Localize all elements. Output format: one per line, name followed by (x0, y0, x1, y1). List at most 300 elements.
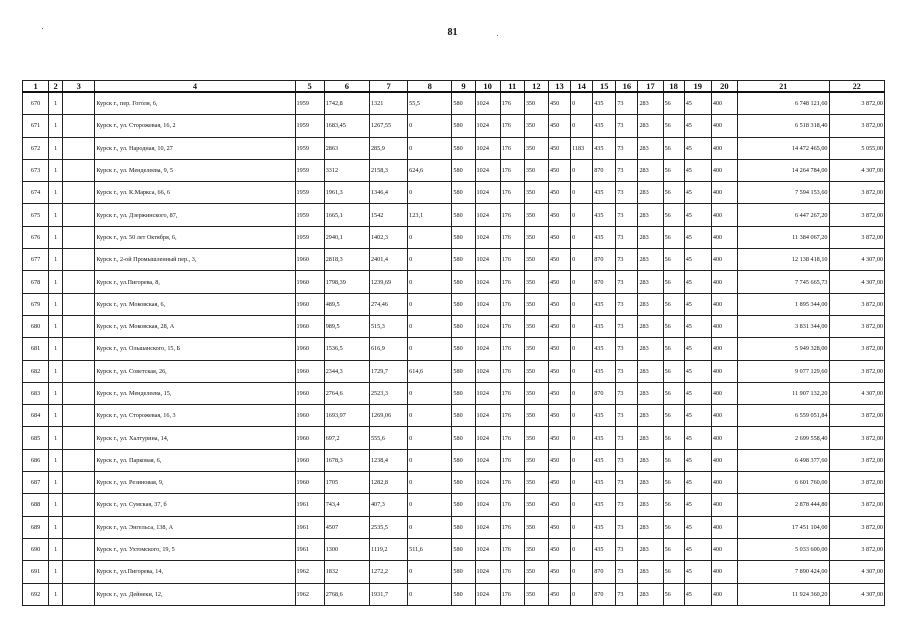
table-cell: 176 (500, 115, 524, 137)
table-cell: 624,6 (408, 159, 452, 181)
table-cell: 73 (616, 538, 638, 560)
table-cell: 400 (711, 427, 737, 449)
table-cell: 1 (49, 182, 63, 204)
table-cell: 400 (711, 360, 737, 382)
table-cell: 450 (548, 472, 570, 494)
table-cell: 350 (524, 204, 548, 226)
table-cell: 1960 (295, 449, 324, 471)
column-header: 11 (500, 81, 524, 93)
table-cell: 681 (23, 338, 49, 360)
table-cell: 1024 (475, 516, 500, 538)
address-cell: Курск г., 2-ой Промышленный пер., 3, (95, 249, 295, 271)
table-cell: 1960 (295, 382, 324, 404)
table-cell: 56 (663, 538, 684, 560)
table-cell: 1119,2 (369, 538, 407, 560)
table-cell: 11 924 360,20 (737, 583, 829, 605)
table-cell: 435 (593, 494, 616, 516)
table-cell: 0 (571, 92, 593, 115)
column-header: 21 (737, 81, 829, 93)
table-cell: 673 (23, 159, 49, 181)
table-cell: 1961,3 (324, 182, 369, 204)
table-cell: 580 (452, 561, 475, 583)
table-cell: 350 (524, 538, 548, 560)
table-cell: 4 307,00 (829, 561, 885, 583)
table-cell: 73 (616, 382, 638, 404)
table-cell: 1 895 344,00 (737, 293, 829, 315)
table-cell: 1960 (295, 293, 324, 315)
table-cell: 14 264 784,00 (737, 159, 829, 181)
column-header: 10 (475, 81, 500, 93)
table-cell: 450 (548, 405, 570, 427)
table-cell: 0 (408, 494, 452, 516)
table-cell: 73 (616, 271, 638, 293)
table-cell: 1 (49, 115, 63, 137)
table-cell: 0 (408, 249, 452, 271)
table-cell: 5 949 328,00 (737, 338, 829, 360)
table-cell: 0 (408, 405, 452, 427)
table-cell: 73 (616, 249, 638, 271)
table-cell: 45 (684, 226, 711, 248)
table-cell: 1 (49, 405, 63, 427)
address-cell: Курск г., ул. Сторожевая, 16, 3 (95, 405, 295, 427)
table-cell: 176 (500, 159, 524, 181)
table-cell: 45 (684, 115, 711, 137)
table-cell: 56 (663, 427, 684, 449)
table-cell: 176 (500, 382, 524, 404)
table-cell (63, 360, 95, 382)
table-cell: 580 (452, 204, 475, 226)
table-cell: 56 (663, 249, 684, 271)
table-cell: 45 (684, 538, 711, 560)
table-cell (63, 226, 95, 248)
address-cell: Курск г., ул. Ольшанского, 15, Б (95, 338, 295, 360)
table-cell: 1 (49, 427, 63, 449)
table-cell: 435 (593, 92, 616, 115)
table-cell: 1960 (295, 472, 324, 494)
table-cell: 1238,4 (369, 449, 407, 471)
table-cell: 435 (593, 538, 616, 560)
table-cell: 56 (663, 293, 684, 315)
table-cell: 56 (663, 338, 684, 360)
table-cell: 56 (663, 115, 684, 137)
table-cell: 283 (638, 293, 663, 315)
table-cell: 7 890 424,00 (737, 561, 829, 583)
table-cell: 1024 (475, 472, 500, 494)
table-row (23, 315, 885, 337)
column-header: 20 (711, 81, 737, 93)
table-cell: 0 (571, 271, 593, 293)
table-cell: 1 (49, 561, 63, 583)
column-header: 19 (684, 81, 711, 93)
address-cell: Курск г., ул. Сумская, 37, б (95, 494, 295, 516)
table-cell: 9 077 129,60 (737, 360, 829, 382)
table-cell: 1024 (475, 249, 500, 271)
address-cell: Курск г., ул. Менделеева, 9, 5 (95, 159, 295, 181)
table-cell: 580 (452, 538, 475, 560)
table-cell (63, 249, 95, 271)
table-cell: 73 (616, 293, 638, 315)
table-cell: 400 (711, 137, 737, 159)
table-cell: 1282,8 (369, 472, 407, 494)
table-cell: 283 (638, 360, 663, 382)
table-cell: 435 (593, 516, 616, 538)
table-cell: 450 (548, 516, 570, 538)
table-cell: 580 (452, 182, 475, 204)
table-cell: 350 (524, 92, 548, 115)
table-cell: 73 (616, 115, 638, 137)
table-cell: 176 (500, 405, 524, 427)
table-cell: 0 (571, 293, 593, 315)
table-cell: 400 (711, 472, 737, 494)
table-cell: 0 (408, 315, 452, 337)
table-cell: 176 (500, 494, 524, 516)
table-cell: 0 (571, 382, 593, 404)
table-cell: 1024 (475, 159, 500, 181)
table-cell: 400 (711, 315, 737, 337)
table-cell: 580 (452, 159, 475, 181)
table-cell: 3 872,00 (829, 494, 885, 516)
table-cell: 1024 (475, 137, 500, 159)
table-cell: 1 (49, 271, 63, 293)
table-cell: 1665,1 (324, 204, 369, 226)
table-cell: 3312 (324, 159, 369, 181)
column-header: 18 (663, 81, 684, 93)
table-cell: 450 (548, 538, 570, 560)
table-cell: 580 (452, 449, 475, 471)
table-cell: 0 (408, 293, 452, 315)
table-cell: 870 (593, 382, 616, 404)
table-cell: 1678,3 (324, 449, 369, 471)
table-cell: 580 (452, 494, 475, 516)
table-cell: 1 (49, 293, 63, 315)
table-cell: 6 601 760,00 (737, 472, 829, 494)
table-cell: 580 (452, 338, 475, 360)
table-cell: 1742,8 (324, 92, 369, 115)
table-cell: 683 (23, 382, 49, 404)
column-header: 2 (49, 81, 63, 93)
table-cell: 450 (548, 182, 570, 204)
table-cell: 73 (616, 226, 638, 248)
table-cell: 1 (49, 516, 63, 538)
table-cell: 3 872,00 (829, 427, 885, 449)
address-cell: Курск г., ул. Энгельса, 138, А (95, 516, 295, 538)
table-cell: 350 (524, 338, 548, 360)
table-cell: 0 (571, 427, 593, 449)
table-cell: 11 384 067,20 (737, 226, 829, 248)
table-cell: 1536,5 (324, 338, 369, 360)
table-cell: 45 (684, 204, 711, 226)
table-cell: 2 878 444,80 (737, 494, 829, 516)
table-cell: 0 (408, 226, 452, 248)
address-cell: Курск г., ул. Менделеева, 15, (95, 382, 295, 404)
table-cell: 0 (571, 338, 593, 360)
table-cell: 3 872,00 (829, 516, 885, 538)
table-cell: 0 (571, 360, 593, 382)
table-cell: 435 (593, 472, 616, 494)
table-cell (63, 271, 95, 293)
table-cell: 450 (548, 583, 570, 605)
table-row (23, 92, 885, 115)
table-cell (63, 182, 95, 204)
address-cell: Курск г., ул. Народная, 10, 27 (95, 137, 295, 159)
table-cell: 350 (524, 182, 548, 204)
table-cell: 1 (49, 226, 63, 248)
table-cell: 283 (638, 583, 663, 605)
table-cell: 45 (684, 249, 711, 271)
table-cell: 580 (452, 92, 475, 115)
table-cell: 400 (711, 516, 737, 538)
table-cell (63, 494, 95, 516)
column-header: 17 (638, 81, 663, 93)
table-row (23, 271, 885, 293)
table-cell (63, 561, 95, 583)
table-cell: 73 (616, 583, 638, 605)
table-cell: 400 (711, 382, 737, 404)
table-cell: 176 (500, 538, 524, 560)
register-table (22, 80, 885, 606)
table-cell: 1024 (475, 338, 500, 360)
table-cell: 580 (452, 516, 475, 538)
table-cell: 45 (684, 561, 711, 583)
table-cell: 350 (524, 315, 548, 337)
table-cell: 56 (663, 494, 684, 516)
table-cell: 56 (663, 516, 684, 538)
table-cell: 450 (548, 226, 570, 248)
table-cell: 489,5 (324, 293, 369, 315)
table-cell: 1300 (324, 538, 369, 560)
table-cell: 400 (711, 115, 737, 137)
address-cell: Курск г., ул. Моковская, 6, (95, 293, 295, 315)
address-cell: Курск г., ул. К.Маркса, 66, 6 (95, 182, 295, 204)
table-cell: 1 (49, 249, 63, 271)
column-header: 3 (63, 81, 95, 93)
table-cell: 176 (500, 427, 524, 449)
table-cell: 0 (571, 494, 593, 516)
table-cell: 283 (638, 137, 663, 159)
address-cell: Курск г., ул. Резиновая, 9, (95, 472, 295, 494)
table-cell: 1321 (369, 92, 407, 115)
table-cell: 45 (684, 271, 711, 293)
table-cell: 435 (593, 360, 616, 382)
table-cell: 688 (23, 494, 49, 516)
table-cell: 1346,4 (369, 182, 407, 204)
table-cell: 176 (500, 204, 524, 226)
table-cell: 6 518 318,40 (737, 115, 829, 137)
table-cell: 515,3 (369, 315, 407, 337)
table-cell: 350 (524, 494, 548, 516)
page-number: 81 (447, 27, 458, 38)
table-cell: 1024 (475, 405, 500, 427)
table-cell: 56 (663, 204, 684, 226)
table-cell: 680 (23, 315, 49, 337)
column-header: 16 (616, 81, 638, 93)
scan-speck (42, 28, 43, 29)
table-cell: 283 (638, 159, 663, 181)
table-cell: 56 (663, 92, 684, 115)
table-cell: 283 (638, 115, 663, 137)
table-row (23, 561, 885, 583)
table-cell: 1267,55 (369, 115, 407, 137)
table-cell: 435 (593, 315, 616, 337)
table-cell: 400 (711, 159, 737, 181)
table-cell: 3 831 344,00 (737, 315, 829, 337)
table-cell: 679 (23, 293, 49, 315)
table-cell: 1962 (295, 561, 324, 583)
table-cell: 580 (452, 137, 475, 159)
table-cell: 350 (524, 137, 548, 159)
table-cell: 2523,3 (369, 382, 407, 404)
table-cell (63, 449, 95, 471)
table-cell: 1024 (475, 538, 500, 560)
table-cell: 1024 (475, 315, 500, 337)
address-cell: Курск г., ул. Дзержинского, 87, (95, 204, 295, 226)
column-header: 7 (369, 81, 407, 93)
table-cell: 692 (23, 583, 49, 605)
table-cell: 0 (408, 561, 452, 583)
column-header: 22 (829, 81, 885, 93)
table-cell: 45 (684, 494, 711, 516)
table-cell: 0 (408, 449, 452, 471)
address-cell: Курск г., ул. Парковая, 6, (95, 449, 295, 471)
table-cell: 350 (524, 516, 548, 538)
table-cell: 450 (548, 360, 570, 382)
table-cell: 0 (408, 583, 452, 605)
table-cell: 350 (524, 360, 548, 382)
table-cell: 0 (408, 338, 452, 360)
table-cell (63, 137, 95, 159)
table-cell: 176 (500, 472, 524, 494)
table-cell: 580 (452, 427, 475, 449)
table-cell: 1961 (295, 516, 324, 538)
table-cell: 435 (593, 226, 616, 248)
table-cell: 450 (548, 315, 570, 337)
table-row (23, 204, 885, 226)
table-cell: 283 (638, 472, 663, 494)
table-cell: 1959 (295, 115, 324, 137)
table-cell: 3 872,00 (829, 360, 885, 382)
table-cell: 580 (452, 271, 475, 293)
table-cell: 1931,7 (369, 583, 407, 605)
table-cell: 450 (548, 338, 570, 360)
table-cell: 1 (49, 360, 63, 382)
table-cell: 45 (684, 583, 711, 605)
table-cell: 56 (663, 472, 684, 494)
address-cell: Курск г., ул. 50 лет Октября, 6, (95, 226, 295, 248)
table-cell (63, 159, 95, 181)
table-cell: 450 (548, 204, 570, 226)
table-cell: 691 (23, 561, 49, 583)
table-cell (63, 204, 95, 226)
table-cell: 0 (408, 382, 452, 404)
table-cell: 1 (49, 92, 63, 115)
table-cell: 3 872,00 (829, 405, 885, 427)
table-cell: 1024 (475, 561, 500, 583)
table-cell: 3 872,00 (829, 472, 885, 494)
table-cell: 616,9 (369, 338, 407, 360)
table-cell: 0 (408, 115, 452, 137)
table-row (23, 472, 885, 494)
table-cell: 3 872,00 (829, 182, 885, 204)
table-cell: 1024 (475, 583, 500, 605)
table-cell: 4 307,00 (829, 271, 885, 293)
table-cell: 73 (616, 338, 638, 360)
address-cell: Курск г., пер. Гоголя, 6, (95, 92, 295, 115)
table-cell: 450 (548, 449, 570, 471)
table-cell: 870 (593, 249, 616, 271)
table-cell: 1542 (369, 204, 407, 226)
table-cell: 686 (23, 449, 49, 471)
table-cell: 400 (711, 92, 737, 115)
table-cell: 685 (23, 427, 49, 449)
table-cell: 176 (500, 449, 524, 471)
table-cell: 2401,4 (369, 249, 407, 271)
address-cell: Курск г., ул.Пигорева, 14, (95, 561, 295, 583)
table-cell: 2863 (324, 137, 369, 159)
column-header: 9 (452, 81, 475, 93)
table-cell: 1960 (295, 315, 324, 337)
table-cell: 14 472 465,00 (737, 137, 829, 159)
table-cell: 1 (49, 472, 63, 494)
table-cell: 73 (616, 516, 638, 538)
column-header: 6 (324, 81, 369, 93)
table-cell: 45 (684, 315, 711, 337)
table-cell: 1024 (475, 182, 500, 204)
table-cell: 1024 (475, 427, 500, 449)
table-cell: 56 (663, 360, 684, 382)
table-cell: 435 (593, 182, 616, 204)
table-cell: 1961 (295, 494, 324, 516)
table-cell: 870 (593, 583, 616, 605)
column-header: 15 (593, 81, 616, 93)
column-number-row (23, 81, 885, 93)
table-row (23, 182, 885, 204)
table-cell: 435 (593, 293, 616, 315)
address-cell: Курск г., ул.Пигорева, 8, (95, 271, 295, 293)
table-row (23, 516, 885, 538)
table-cell: 3 872,00 (829, 115, 885, 137)
table-cell: 45 (684, 293, 711, 315)
table-cell: 176 (500, 561, 524, 583)
column-header: 8 (408, 81, 452, 93)
table-cell: 45 (684, 516, 711, 538)
table-cell: 435 (593, 449, 616, 471)
table-cell: 450 (548, 249, 570, 271)
column-header: 14 (571, 81, 593, 93)
table-cell: 45 (684, 449, 711, 471)
table-cell: 1 (49, 137, 63, 159)
table-cell: 435 (593, 204, 616, 226)
table-row (23, 338, 885, 360)
table-cell: 1798,39 (324, 271, 369, 293)
table-cell: 1959 (295, 159, 324, 181)
table-cell: 3 872,00 (829, 293, 885, 315)
table-cell: 283 (638, 204, 663, 226)
table-cell: 677 (23, 249, 49, 271)
table-cell: 1832 (324, 561, 369, 583)
table-cell: 56 (663, 449, 684, 471)
table-row (23, 405, 885, 427)
table-cell: 400 (711, 494, 737, 516)
table-row (23, 249, 885, 271)
table-cell (63, 115, 95, 137)
table-cell: 407,3 (369, 494, 407, 516)
table-cell: 1683,45 (324, 115, 369, 137)
table-cell: 1962 (295, 583, 324, 605)
table-cell: 580 (452, 226, 475, 248)
table-cell: 0 (571, 449, 593, 471)
table-cell (63, 92, 95, 115)
table-cell: 17 451 104,00 (737, 516, 829, 538)
